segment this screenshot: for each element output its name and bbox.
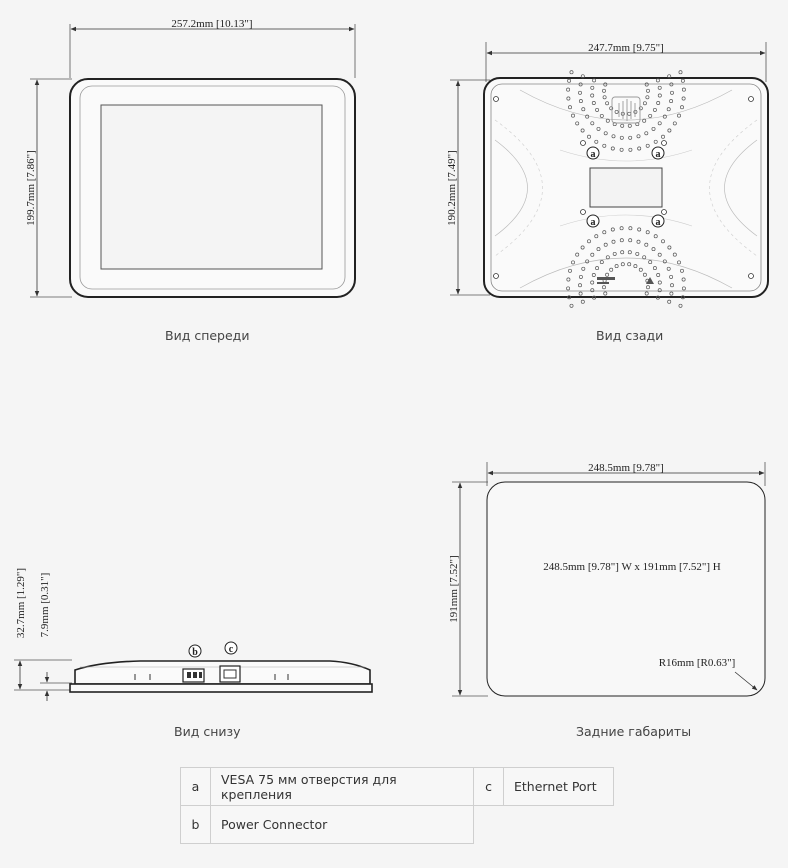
cutout-view [448,462,765,696]
cutout-size-text: 248.5mm [9.78"] W x 191mm [7.52"] H [543,561,721,573]
legend-description: Power Connector [211,806,474,844]
ethernet-port-marker [225,642,237,655]
bottom-view [14,568,372,701]
svg-text:b: b [192,647,198,658]
cutout-radius-label: R16mm [R0.63"] [658,657,736,669]
front-height-label: 199.7mm [7.86"] [25,150,37,226]
back-view [446,42,768,307]
cutout-height-label: 191mm [7.52"] [448,555,460,623]
power-connector [183,669,204,682]
legend-table [180,767,614,844]
cutout-width-label: 248.5mm [9.78"] [588,462,664,474]
front-width-label: 257.2mm [10.13"] [171,18,253,30]
vent-hole [570,71,573,74]
bottom-bezel [70,684,372,692]
vent-hole [679,304,682,307]
legend-description: VESA 75 мм отверстия для крепления [211,768,474,806]
vent-hole [570,304,573,307]
power-connector-marker [189,645,201,658]
svg-text:a: a [655,149,661,160]
back-height-label: 190.2mm [7.49"] [446,150,458,226]
front-screen [101,105,322,269]
front-view-caption: Вид спереди [165,328,250,343]
svg-text:c: c [228,644,234,655]
back-width-label: 247.7mm [9.75"] [588,42,664,54]
legend-key: a [181,768,211,806]
svg-text:a: a [655,217,661,228]
legend-description: Ethernet Port [504,768,614,806]
vent-hole [581,300,584,303]
back-label-plate [590,168,662,207]
front-view [25,18,355,297]
svg-text:a: a [590,217,596,228]
cutout-view-caption: Задние габариты [576,724,692,739]
vent-hole [668,300,671,303]
back-view-caption: Вид сзади [596,328,664,343]
ethernet-port [220,666,240,682]
bezel-depth-label: 7.9mm [0.31"] [39,572,51,638]
legend-key: c [474,768,504,806]
legend-row [181,768,614,806]
bottom-view-caption: Вид снизу [174,724,241,739]
legend-row [181,806,614,844]
total-depth-label: 32.7mm [1.29"] [15,567,27,639]
svg-text:a: a [590,149,596,160]
vent-hole [679,71,682,74]
legend-key: b [181,806,211,844]
